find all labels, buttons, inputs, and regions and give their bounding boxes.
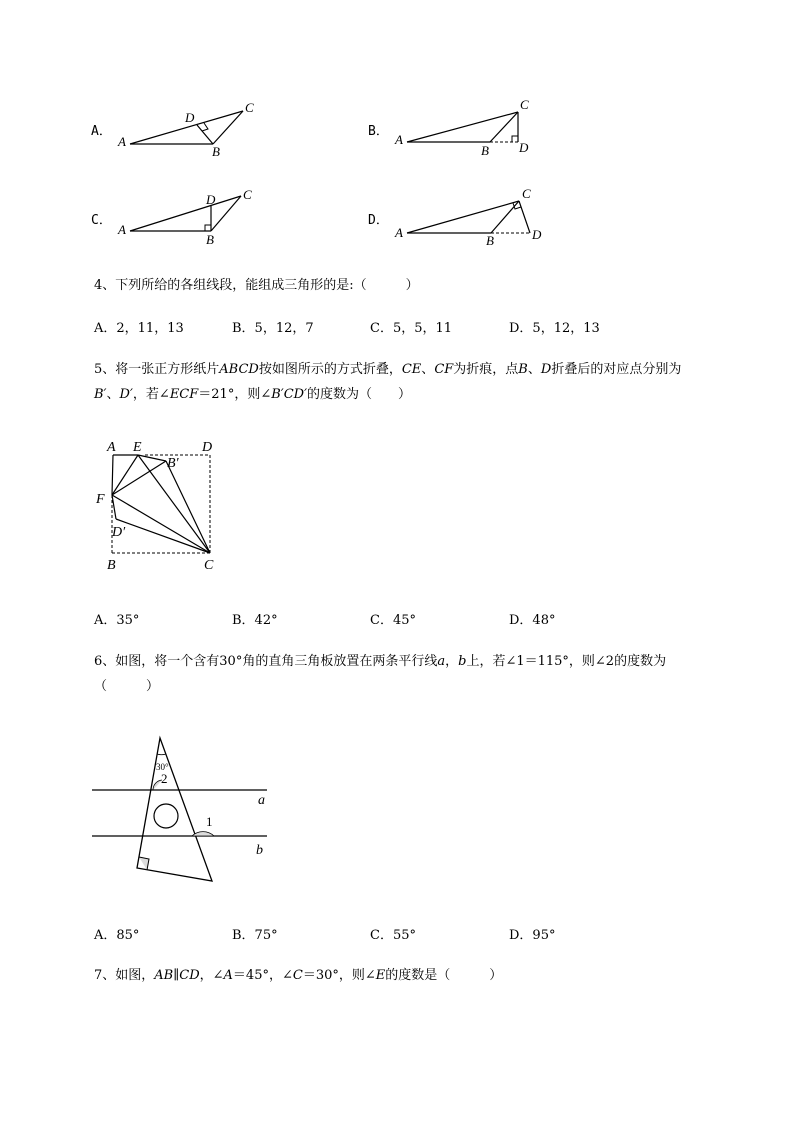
q3d-point-c: C: [522, 186, 531, 201]
q5-point-d: D: [202, 440, 213, 455]
q6-choice-a[interactable]: A．85°: [94, 928, 140, 943]
q3d-point-d: D: [532, 227, 542, 242]
q3a-point-b: B: [212, 144, 220, 158]
q5-stem-line2: B′、D′，若∠ECF＝21°，则∠B′CD′的度数为（ ）: [94, 387, 412, 402]
q5-point-b-prime: B′: [167, 456, 179, 471]
q3-option-c-figure: [115, 183, 265, 247]
q6-label-line-b: b: [256, 843, 263, 858]
q3c-point-a: A: [118, 222, 126, 237]
q3-option-a-label[interactable]: A．: [91, 124, 112, 139]
q3d-point-b: B: [486, 233, 494, 247]
q6-choice-c[interactable]: C．55°: [370, 928, 416, 943]
q6-triangle-figure: [90, 732, 280, 887]
q3-option-d-figure: [393, 183, 553, 247]
q6-stem-line1: 6、如图，将一个含有30°角的直角三角板放置在两条平行线a，b上，若∠1＝115°，则∠2的度数为: [94, 654, 667, 669]
q6-stem-line2: （ ）: [94, 679, 160, 694]
q3b-point-b: B: [481, 143, 489, 157]
q6-choice-b[interactable]: B．75°: [232, 928, 278, 943]
q5-point-f: F: [96, 492, 105, 507]
q3b-point-c: C: [520, 97, 529, 112]
q5-point-c: C: [204, 558, 214, 573]
q3-option-a-figure: [115, 98, 265, 158]
q4-choice-b[interactable]: B．5，12，7: [232, 321, 314, 336]
q3b-point-d: D: [519, 140, 529, 155]
q3a-point-c: C: [245, 100, 254, 115]
q6-label-30: 30°: [156, 762, 169, 772]
q3-option-b-label[interactable]: B．: [368, 124, 389, 139]
q5-choice-d[interactable]: D．48°: [509, 613, 556, 628]
q6-label-line-a: a: [258, 793, 265, 808]
q4-choice-d[interactable]: D．5，12，13: [509, 321, 600, 336]
q3-option-b-figure: [393, 95, 543, 157]
q3d-point-a: A: [395, 225, 403, 240]
q3a-point-d: D: [185, 110, 195, 125]
q3c-point-c: C: [243, 187, 252, 202]
q3a-point-a: A: [118, 134, 126, 149]
q3-option-d-label[interactable]: D．: [368, 213, 389, 228]
q6-label-angle1: 1: [206, 814, 213, 829]
q5-choice-a[interactable]: A．35°: [94, 613, 140, 628]
q7-stem: 7、如图，AB∥CD，∠A＝45°，∠C＝30°，则∠E的度数是（ ）: [94, 968, 503, 983]
q3c-point-d: D: [206, 192, 216, 207]
q5-folding-figure: [90, 435, 230, 575]
q4-stem: 4、下列所给的各组线段，能组成三角形的是:（ ）: [94, 278, 419, 293]
q5-point-d-prime: D′: [112, 525, 126, 540]
q5-stem-line1: 5、将一张正方形纸片ABCD按如图所示的方式折叠，CE、CF为折痕，点B、D折叠后的对应点分别为: [94, 362, 682, 377]
q3-option-c-label[interactable]: C．: [91, 213, 112, 228]
q3c-point-b: B: [206, 232, 214, 247]
q3b-point-a: A: [395, 132, 403, 147]
q5-point-b: B: [107, 558, 116, 573]
q5-choice-c[interactable]: C．45°: [370, 613, 416, 628]
q5-point-e: E: [133, 440, 142, 455]
q4-choice-a[interactable]: A．2，11，13: [94, 321, 184, 336]
q5-choice-b[interactable]: B．42°: [232, 613, 278, 628]
q6-choice-d[interactable]: D．95°: [509, 928, 556, 943]
q6-label-angle2: 2: [161, 771, 168, 786]
q5-point-a: A: [107, 440, 116, 455]
q4-choice-c[interactable]: C．5，5，11: [370, 321, 453, 336]
